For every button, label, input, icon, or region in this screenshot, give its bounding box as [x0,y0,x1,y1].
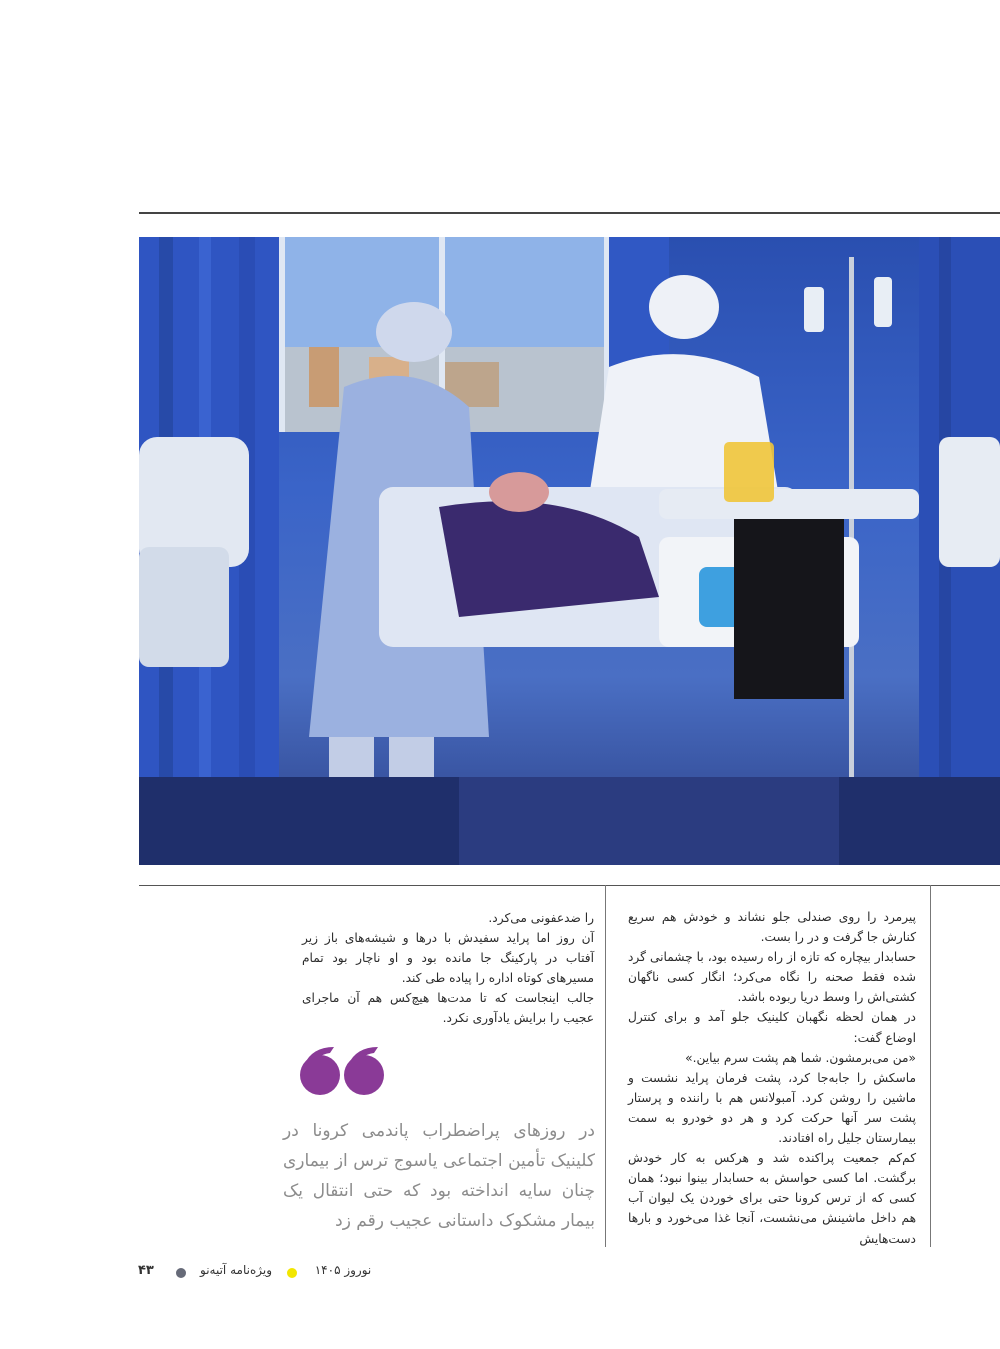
paragraph: جالب اینجاست که تا مدت‌ها هیچ‌کس هم آن ماجرای عجیب را برایش یادآوری نکرد. [302,991,594,1026]
paragraph: کم‌کم جمعیت پراکنده شد و هرکس به کار خودش برگشت. اما کسی حواسش به حسابدار بینوا نبود؛ همان کسی که از ترس کرونا حتی برای خوردن یک لیوان آب هم داخل ماشینش می‌نشست، آنجا غذا می‌خورد و بارها دست‌هایش [628,1151,916,1246]
pull-quote: در روزهای پراضطراب پاندمی کرونا در کلینیک تأمین اجتماعی یاسوج ترس از بیماری چنان سایه انداخته بود که حتی انتقال یک بیمار مشکوک داستانی عجیب رقم زد [283,1121,595,1231]
paragraph: در همان لحظه نگهبان کلینیک جلو آمد و برای کنترل اوضاع گفت: [628,1010,916,1045]
paragraph: آن روز اما پراید سفیدش با درها و شیشه‌های باز زیر آفتاب در پارکینگ جا مانده بود و او ناچار بود تمام مسیرهای کوتاه اداره را پیاده طی کند. [302,931,594,986]
column-divider [930,885,931,1247]
paragraph: ماسکش را جابه‌جا کرد، پشت فرمان پراید نشست و ماشین را روشن کرد. آمبولانس هم با راننده و پرستار پشت سر آنها حرکت کرد و هر دو خودرو به سمت بیمارستان جلیل راه افتادند. [628,1070,916,1146]
hospital-photo [139,237,1000,865]
footer-dot-yellow [287,1268,297,1278]
paragraph: حسابدار بیچاره که تازه از راه رسیده بود، با چشمانی گرد شده فقط صحنه را نگاه می‌کرد؛ انگار کسی ناگهان کشتی‌اش را وسط دریا ربوده باشد. [628,950,916,1005]
publication-name: ویژه‌نامه آتیه‌نو [200,1263,272,1277]
top-rule [139,212,1000,214]
paragraph: «من می‌برمشون. شما هم پشت سرم بیاین.» [685,1050,916,1065]
article-column-right [628,907,916,1249]
paragraph: پیرمرد را روی صندلی جلو نشاند و خودش هم سریع کنارش جا گرفت و در را بست. [628,910,916,945]
footer-dot-gray [176,1268,186,1278]
quote-mark-icon [300,1045,386,1097]
column-divider [605,885,606,1247]
content-top-rule [139,885,1000,886]
issue-date: نوروز ۱۴۰۵ [314,1263,372,1277]
page-number: ۴۳ [138,1263,154,1278]
paragraph: را ضدعفونی می‌کرد. [488,911,594,925]
article-column-left [302,908,594,1029]
